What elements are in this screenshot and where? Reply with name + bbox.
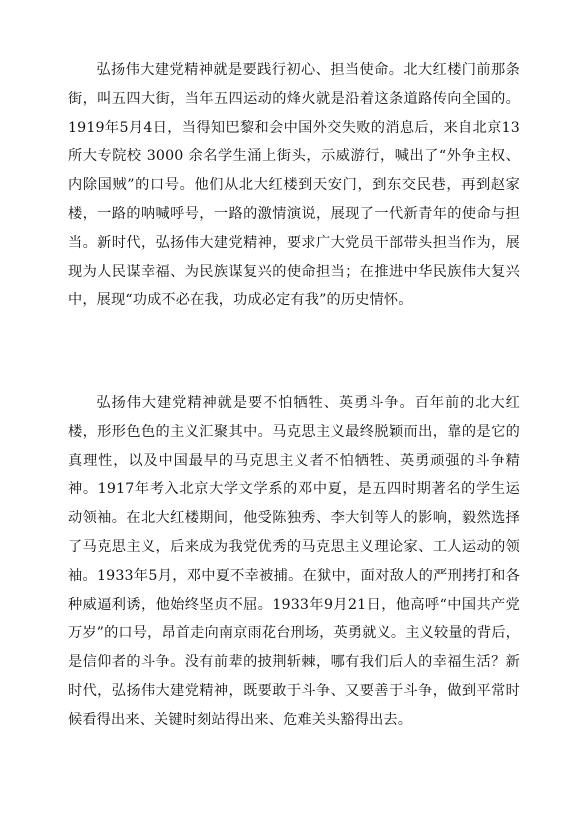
paragraph-initial-mission: 弘扬伟大建党精神就是要践行初心、担当使命。北大红楼门前那条街，叫五四大街，当年五四运动的烽火就是沿着这条道路传向全国的。1919年5月4日，当得知巴黎和会中国外交失败的消息后，来自北京13所大专院校 3000 余名学生涌上街头，示威游行，喊出了“外争主权、内除国贼”的口号。他们从北大红楼到天安门，到东交民巷，再到赵家楼，一路的呐喊呼号，一路的激情演说，展现了一代新青年的使命与担当。新时代，弘扬伟大建党精神，要求广大党员干部带头担当作为，展现为人民谋幸福、为民族谋复兴的使命担当；在推进中华民族伟大复兴中，展现“功成不必在我，功成必定有我”的历史情怀。 <box>68 62 520 309</box>
paragraph-struggle-sacrifice: 弘扬伟大建党精神就是要不怕牺牲、英勇斗争。百年前的北大红楼，形形色色的主义汇聚其中。马克思主义最终脱颖而出，靠的是它的真理性，以及中国最早的马克思主义者不怕牺牲、英勇顽强的斗争精神。1917年考入北京大学文学系的邓中夏，是五四时期著名的学生运动领袖。在北大红楼期间，他受陈独秀、李大钊等人的影响，毅然选择了马克思主义，后来成为我党优秀的马克思主义理论家、工人运动的领袖。1933年5月，邓中夏不幸被捕。在狱中，面对敌人的严刑拷打和各种威逼利诱，他始终坚贞不屈。1933年9月21日，他高呼“中国共产党万岁”的口号，昂首走向南京雨花台刑场，英勇就义。主义较量的背后，是信仰者的斗争。没有前辈的披荆斩棘，哪有我们后人的幸福生活？新时代，弘扬伟大建党精神，既要敢于斗争、又要善于斗争，做到平常时候看得出来、关键时刻站得出来、危难关头豁得出去。 <box>68 395 520 728</box>
